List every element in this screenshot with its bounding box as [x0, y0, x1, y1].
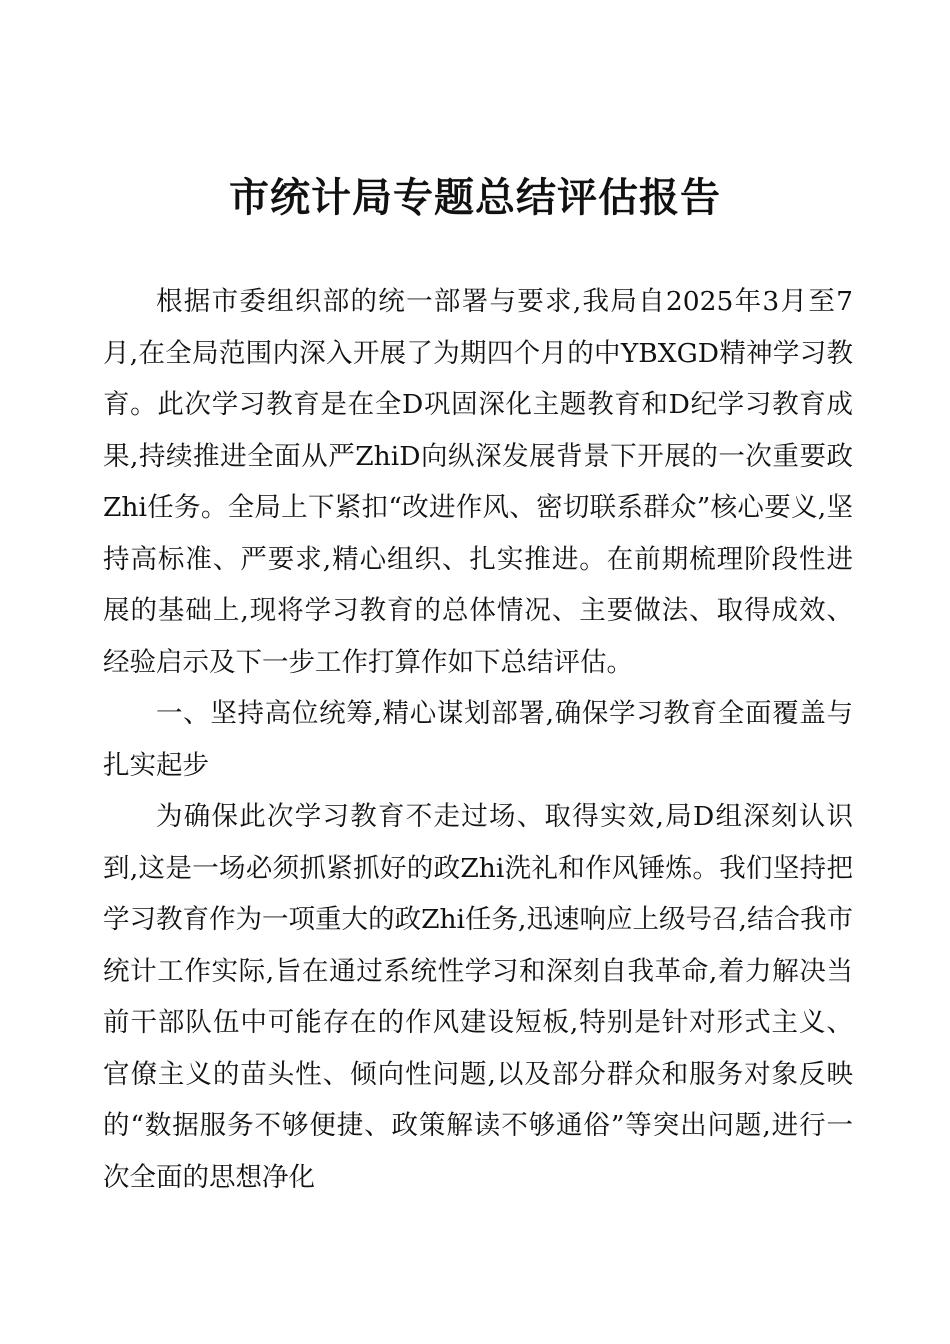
section-1-paragraph: 为确保此次学习教育不走过场、取得实效,局D组深刻认识到,这是一场必须抓紧抓好的政Zhi洗礼和作风锤炼。我们坚持把学习教育作为一项重大的政Zhi任务,迅速响应上级号召,结合我市统计工作实际,旨在通过系统性学习和深刻自我革命,着力解决当前干部队伍中可能存在的作风建设短板,特别是针对形式主义、官僚主义的苗头性、倾向性问题,以及部分群众和服务对象反映的“数据服务不够便捷、政策解读不够通俗”等突出问题,进行一次全面的思想净化: [103, 801, 853, 1193]
intro-paragraph: 根据市委组织部的统一部署与要求,我局自2025年3月至7月,在全局范围内深入开展了为期四个月的中YBXGD精神学习教育。此次学习教育是在全D巩固深化主题教育和D纪学习教育成果,持续推进全面从严ZhiD向纵深发展背景下开展的一次重要政Zhi任务。全局上下紧扣“改进作风、密切联系群众”核心要义,坚持高标准、严要求,精心组织、扎实推进。在前期梳理阶段性进展的基础上,现将学习教育的总体情况、主要做法、取得成效、经验启示及下一步工作打算作如下总结评估。: [103, 286, 853, 678]
document-title: 市统计局专题总结评估报告: [229, 175, 721, 221]
section-heading-1: 一、坚持高位统筹,精心谋划部署,确保学习教育全面覆盖与扎实起步: [103, 698, 853, 781]
document-body: [103, 276, 853, 1203]
